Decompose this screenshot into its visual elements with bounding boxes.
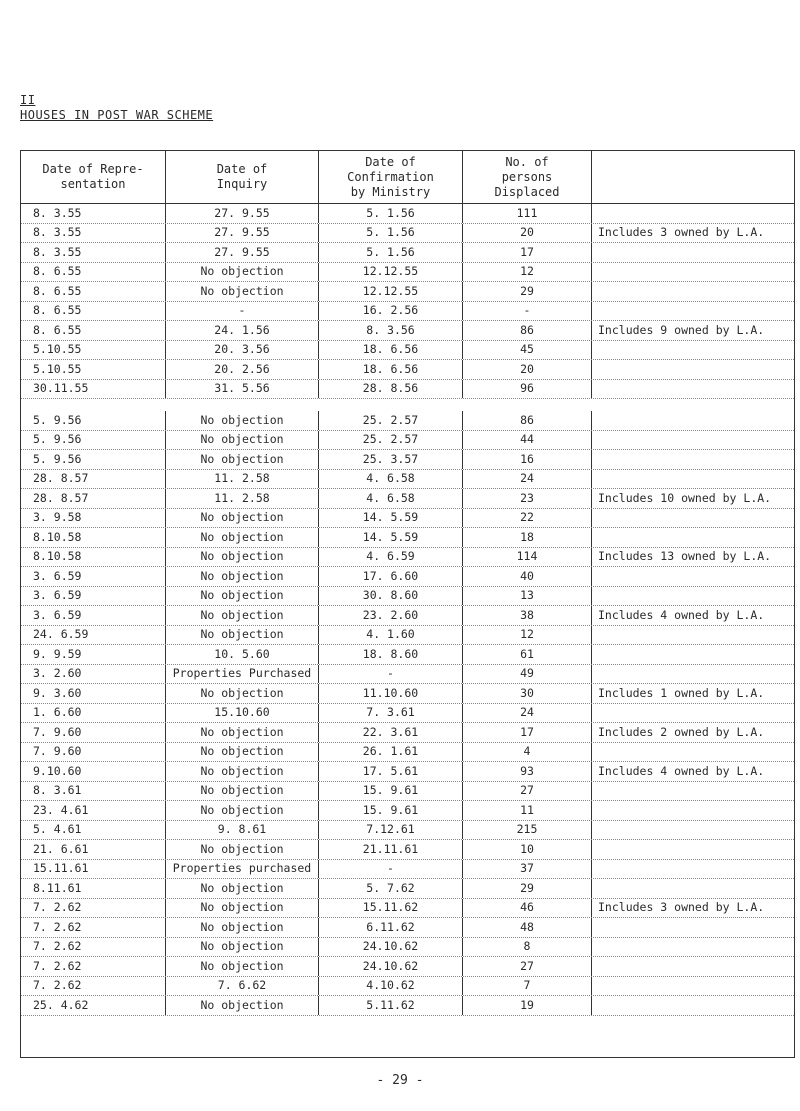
cell-remarks: [592, 587, 794, 606]
cell-date-inquiry: No objection: [166, 918, 319, 937]
cell-persons-displaced: 17: [463, 243, 592, 262]
cell-date-representation: 23. 4.61: [21, 801, 166, 820]
table-row: [21, 762, 794, 782]
cell-remarks: [592, 821, 794, 840]
cell-date-confirmation: 25. 2.57: [319, 431, 463, 450]
cell-date-inquiry: No objection: [166, 957, 319, 976]
table-row: [21, 645, 794, 665]
table-row: [21, 489, 794, 509]
col-remarks: [592, 151, 794, 203]
cell-remarks: [592, 470, 794, 489]
table-row: [21, 204, 794, 224]
table-row: [21, 380, 794, 400]
cell-remarks: [592, 743, 794, 762]
cell-date-confirmation: 5. 1.56: [319, 224, 463, 243]
cell-date-confirmation: 4.10.62: [319, 977, 463, 996]
cell-date-inquiry: No objection: [166, 801, 319, 820]
cell-date-confirmation: 4. 6.58: [319, 470, 463, 489]
cell-persons-displaced: 49: [463, 665, 592, 684]
cell-persons-displaced: 12: [463, 263, 592, 282]
cell-persons-displaced: 86: [463, 321, 592, 340]
cell-date-confirmation: 7.12.61: [319, 821, 463, 840]
cell-persons-displaced: 11: [463, 801, 592, 820]
cell-remarks: [592, 360, 794, 379]
table-row: [21, 626, 794, 646]
cell-date-inquiry: 10. 5.60: [166, 645, 319, 664]
cell-date-inquiry: No objection: [166, 450, 319, 469]
table-row: [21, 567, 794, 587]
cell-persons-displaced: 111: [463, 204, 592, 223]
cell-date-confirmation: 14. 5.59: [319, 528, 463, 547]
table-row: [21, 341, 794, 361]
table-row: [21, 470, 794, 490]
cell-date-inquiry: Properties Purchased: [166, 665, 319, 684]
cell-date-representation: 3. 6.59: [21, 587, 166, 606]
cell-persons-displaced: 18: [463, 528, 592, 547]
cell-date-representation: 7. 2.62: [21, 957, 166, 976]
cell-persons-displaced: 37: [463, 860, 592, 879]
cell-date-inquiry: Properties purchased: [166, 860, 319, 879]
cell-date-confirmation: 8. 3.56: [319, 321, 463, 340]
table-row: [21, 450, 794, 470]
cell-date-inquiry: -: [166, 302, 319, 321]
cell-date-inquiry: No objection: [166, 684, 319, 703]
cell-date-representation: 8.11.61: [21, 879, 166, 898]
col-date-confirmation: Date of Confirmation by Ministry: [319, 151, 463, 203]
table-row: [21, 704, 794, 724]
table-row: [21, 918, 794, 938]
cell-date-inquiry: No objection: [166, 606, 319, 625]
cell-date-inquiry: 15.10.60: [166, 704, 319, 723]
cell-date-inquiry: No objection: [166, 626, 319, 645]
cell-date-representation: 8. 3.55: [21, 224, 166, 243]
cell-date-inquiry: 11. 2.58: [166, 470, 319, 489]
cell-persons-displaced: 27: [463, 957, 592, 976]
cell-date-inquiry: 27. 9.55: [166, 243, 319, 262]
cell-persons-displaced: 215: [463, 821, 592, 840]
cell-date-confirmation: 5.11.62: [319, 996, 463, 1015]
table-row: [21, 587, 794, 607]
cell-remarks: Includes 3 owned by L.A.: [598, 900, 765, 914]
cell-persons-displaced: 29: [463, 282, 592, 301]
table-row: [21, 282, 794, 302]
cell-remarks: [592, 918, 794, 937]
section-title: HOUSES IN POST WAR SCHEME: [20, 108, 214, 122]
cell-remarks: Includes 10 owned by L.A.: [598, 490, 772, 505]
table-row: [21, 509, 794, 529]
cell-date-representation: 9. 3.60: [21, 684, 166, 703]
cell-date-confirmation: 22. 3.61: [319, 723, 463, 742]
cell-date-representation: 7. 2.62: [21, 918, 166, 937]
cell-persons-displaced: 86: [463, 411, 592, 430]
cell-date-representation: 8. 6.55: [21, 282, 166, 301]
cell-remarks: [592, 243, 794, 262]
table-row: [21, 606, 794, 626]
cell-remarks: Includes 9 owned by L.A.: [598, 322, 765, 337]
cell-date-inquiry: 27. 9.55: [166, 224, 319, 243]
cell-date-inquiry: 7. 6.62: [166, 977, 319, 996]
cell-persons-displaced: 44: [463, 431, 592, 450]
table-row: [21, 243, 794, 263]
cell-persons-displaced: 29: [463, 879, 592, 898]
cell-remarks: [592, 860, 794, 879]
cell-date-inquiry: No objection: [166, 411, 319, 430]
col-date-representation: Date of Repre- sentation: [21, 151, 166, 203]
cell-persons-displaced: 45: [463, 341, 592, 360]
cell-remarks: Includes 3 owned by L.A.: [598, 225, 765, 239]
cell-persons-displaced: 4: [463, 743, 592, 762]
cell-date-confirmation: -: [319, 665, 463, 684]
cell-remarks: [592, 645, 794, 664]
cell-date-inquiry: 9. 8.61: [166, 821, 319, 840]
cell-remarks: Includes 4 owned by L.A.: [598, 607, 765, 622]
cell-date-confirmation: 18. 6.56: [319, 341, 463, 360]
cell-date-confirmation: 6.11.62: [319, 918, 463, 937]
cell-date-inquiry: No objection: [166, 938, 319, 957]
page-number: - 29 -: [376, 1073, 424, 1088]
cell-date-inquiry: 27. 9.55: [166, 204, 319, 223]
cell-date-inquiry: No objection: [166, 587, 319, 606]
cell-date-representation: 9.10.60: [21, 762, 166, 781]
cell-remarks: [592, 411, 794, 430]
cell-date-representation: 30.11.55: [21, 380, 166, 399]
cell-date-confirmation: -: [319, 860, 463, 879]
cell-date-confirmation: 5. 1.56: [319, 243, 463, 262]
cell-date-representation: 21. 6.61: [21, 840, 166, 859]
cell-date-confirmation: 24.10.62: [319, 957, 463, 976]
cell-date-inquiry: 24. 1.56: [166, 321, 319, 340]
table-row: [21, 743, 794, 763]
table-row: [21, 263, 794, 283]
cell-date-inquiry: No objection: [166, 879, 319, 898]
cell-remarks: [592, 626, 794, 645]
cell-persons-displaced: 16: [463, 450, 592, 469]
cell-date-inquiry: No objection: [166, 762, 319, 781]
cell-date-representation: 5.10.55: [21, 360, 166, 379]
cell-persons-displaced: 61: [463, 645, 592, 664]
cell-date-representation: 5. 9.56: [21, 431, 166, 450]
table-row: [21, 860, 794, 880]
cell-date-representation: 8.10.58: [21, 548, 166, 567]
cell-remarks: [592, 879, 794, 898]
cell-remarks: [592, 957, 794, 976]
cell-date-representation: 8. 6.55: [21, 302, 166, 321]
cell-date-inquiry: No objection: [166, 743, 319, 762]
cell-persons-displaced: 20: [463, 360, 592, 379]
cell-persons-displaced: 27: [463, 782, 592, 801]
cell-date-representation: 9. 9.59: [21, 645, 166, 664]
cell-date-confirmation: 15.11.62: [319, 899, 463, 918]
cell-remarks: [592, 528, 794, 547]
cell-persons-displaced: 93: [463, 762, 592, 781]
cell-persons-displaced: -: [463, 302, 592, 321]
cell-date-confirmation: 25. 3.57: [319, 450, 463, 469]
cell-date-representation: 7. 2.62: [21, 938, 166, 957]
cell-date-inquiry: No objection: [166, 509, 319, 528]
table-row: [21, 321, 794, 341]
table-row: [21, 411, 794, 431]
table-row: [21, 360, 794, 380]
cell-date-inquiry: No objection: [166, 723, 319, 742]
cell-persons-displaced: 114: [463, 548, 592, 567]
cell-date-representation: 5. 9.56: [21, 450, 166, 469]
cell-date-representation: 15.11.61: [21, 860, 166, 879]
table-row: [21, 302, 794, 322]
cell-persons-displaced: 20: [463, 224, 592, 243]
cell-remarks: [592, 567, 794, 586]
table-row: [21, 224, 794, 244]
cell-date-confirmation: 30. 8.60: [319, 587, 463, 606]
cell-date-confirmation: 21.11.61: [319, 840, 463, 859]
cell-remarks: [592, 282, 794, 301]
cell-date-confirmation: 17. 6.60: [319, 567, 463, 586]
cell-date-confirmation: 18. 8.60: [319, 645, 463, 664]
table-row: [21, 801, 794, 821]
cell-date-representation: 8. 3.61: [21, 782, 166, 801]
cell-persons-displaced: 24: [463, 470, 592, 489]
cell-remarks: [592, 263, 794, 282]
cell-date-confirmation: 15. 9.61: [319, 782, 463, 801]
cell-date-representation: 5. 4.61: [21, 821, 166, 840]
table-row: [21, 548, 794, 568]
cell-date-inquiry: No objection: [166, 548, 319, 567]
cell-date-representation: 3. 2.60: [21, 665, 166, 684]
table-row: [21, 782, 794, 802]
cell-persons-displaced: 23: [463, 489, 592, 508]
cell-remarks: [592, 996, 794, 1015]
cell-date-representation: 7. 9.60: [21, 743, 166, 762]
table-row: [21, 879, 794, 899]
cell-date-confirmation: 4. 6.59: [319, 548, 463, 567]
cell-persons-displaced: 48: [463, 918, 592, 937]
cell-remarks: Includes 4 owned by L.A.: [598, 763, 765, 778]
cell-date-confirmation: 17. 5.61: [319, 762, 463, 781]
cell-date-representation: 3. 6.59: [21, 606, 166, 625]
cell-date-inquiry: No objection: [166, 431, 319, 450]
cell-date-confirmation: 12.12.55: [319, 263, 463, 282]
cell-date-representation: 1. 6.60: [21, 704, 166, 723]
cell-date-representation: 28. 8.57: [21, 470, 166, 489]
table-row: [21, 996, 794, 1016]
cell-date-confirmation: 5. 1.56: [319, 204, 463, 223]
cell-date-confirmation: 4. 1.60: [319, 626, 463, 645]
cell-date-representation: 5. 9.56: [21, 411, 166, 430]
cell-remarks: [592, 782, 794, 801]
cell-date-representation: 8. 6.55: [21, 263, 166, 282]
cell-remarks: [592, 977, 794, 996]
cell-date-representation: 24. 6.59: [21, 626, 166, 645]
cell-date-representation: 8. 3.55: [21, 204, 166, 223]
cell-persons-displaced: 12: [463, 626, 592, 645]
table-row: [21, 899, 794, 919]
cell-remarks: [592, 938, 794, 957]
cell-date-representation: 7. 9.60: [21, 723, 166, 742]
cell-date-inquiry: No objection: [166, 996, 319, 1015]
cell-date-representation: 8. 6.55: [21, 321, 166, 340]
cell-date-representation: 25. 4.62: [21, 996, 166, 1015]
col-persons-displaced: No. of persons Displaced: [463, 151, 592, 203]
cell-date-inquiry: 20. 2.56: [166, 360, 319, 379]
cell-remarks: [592, 431, 794, 450]
cell-date-inquiry: No objection: [166, 528, 319, 547]
cell-date-representation: 3. 6.59: [21, 567, 166, 586]
cell-persons-displaced: 22: [463, 509, 592, 528]
cell-date-confirmation: 18. 6.56: [319, 360, 463, 379]
cell-date-inquiry: 11. 2.58: [166, 489, 319, 508]
table-body: [21, 204, 794, 1016]
table-row: [21, 665, 794, 685]
cell-date-confirmation: 11.10.60: [319, 684, 463, 703]
cell-date-confirmation: 26. 1.61: [319, 743, 463, 762]
table-row: [21, 723, 794, 743]
cell-remarks: Includes 1 owned by L.A.: [598, 685, 765, 700]
cell-remarks: [592, 801, 794, 820]
cell-date-representation: 8. 3.55: [21, 243, 166, 262]
cell-date-confirmation: 16. 2.56: [319, 302, 463, 321]
cell-persons-displaced: 30: [463, 684, 592, 703]
cell-date-representation: 8.10.58: [21, 528, 166, 547]
cell-remarks: [592, 380, 794, 399]
cell-remarks: [592, 704, 794, 723]
section-number: II: [20, 93, 36, 107]
cell-persons-displaced: 40: [463, 567, 592, 586]
cell-date-confirmation: 24.10.62: [319, 938, 463, 957]
cell-persons-displaced: 38: [463, 606, 592, 625]
table-row: [21, 528, 794, 548]
table-row: [21, 957, 794, 977]
table-header: [21, 151, 794, 204]
col-date-inquiry: Date of Inquiry: [166, 151, 319, 203]
cell-date-inquiry: No objection: [166, 782, 319, 801]
cell-date-representation: 7. 2.62: [21, 899, 166, 918]
cell-persons-displaced: 8: [463, 938, 592, 957]
cell-date-confirmation: 12.12.55: [319, 282, 463, 301]
cell-date-confirmation: 15. 9.61: [319, 801, 463, 820]
cell-date-confirmation: 23. 2.60: [319, 606, 463, 625]
cell-date-inquiry: 31. 5.56: [166, 380, 319, 399]
cell-persons-displaced: 7: [463, 977, 592, 996]
cell-date-representation: 28. 8.57: [21, 489, 166, 508]
cell-date-confirmation: 5. 7.62: [319, 879, 463, 898]
cell-date-inquiry: 20. 3.56: [166, 341, 319, 360]
cell-date-confirmation: 25. 2.57: [319, 411, 463, 430]
cell-date-confirmation: 28. 8.56: [319, 380, 463, 399]
cell-date-inquiry: No objection: [166, 263, 319, 282]
cell-remarks: Includes 2 owned by L.A.: [598, 724, 765, 739]
cell-date-confirmation: 7. 3.61: [319, 704, 463, 723]
cell-persons-displaced: 46: [463, 899, 592, 918]
housing-table: [20, 150, 795, 1058]
cell-remarks: Includes 13 owned by L.A.: [598, 549, 772, 563]
cell-remarks: [592, 509, 794, 528]
table-row: [21, 821, 794, 841]
cell-persons-displaced: 96: [463, 380, 592, 399]
cell-remarks: [592, 204, 794, 223]
table-row: [21, 840, 794, 860]
table-row: [21, 684, 794, 704]
cell-remarks: [592, 665, 794, 684]
cell-date-inquiry: No objection: [166, 567, 319, 586]
cell-date-confirmation: 4. 6.58: [319, 489, 463, 508]
cell-remarks: [592, 840, 794, 859]
cell-date-inquiry: No objection: [166, 899, 319, 918]
cell-persons-displaced: 13: [463, 587, 592, 606]
table-row: [21, 977, 794, 997]
cell-date-confirmation: 14. 5.59: [319, 509, 463, 528]
cell-persons-displaced: 17: [463, 723, 592, 742]
cell-persons-displaced: 10: [463, 840, 592, 859]
cell-remarks: [592, 341, 794, 360]
cell-persons-displaced: 19: [463, 996, 592, 1015]
cell-date-representation: 7. 2.62: [21, 977, 166, 996]
cell-date-inquiry: No objection: [166, 840, 319, 859]
cell-persons-displaced: 24: [463, 704, 592, 723]
table-row: [21, 431, 794, 451]
cell-remarks: [592, 450, 794, 469]
table-row: [21, 938, 794, 958]
cell-date-representation: 5.10.55: [21, 341, 166, 360]
cell-date-representation: 3. 9.58: [21, 509, 166, 528]
cell-date-inquiry: No objection: [166, 282, 319, 301]
cell-remarks: [592, 302, 794, 321]
